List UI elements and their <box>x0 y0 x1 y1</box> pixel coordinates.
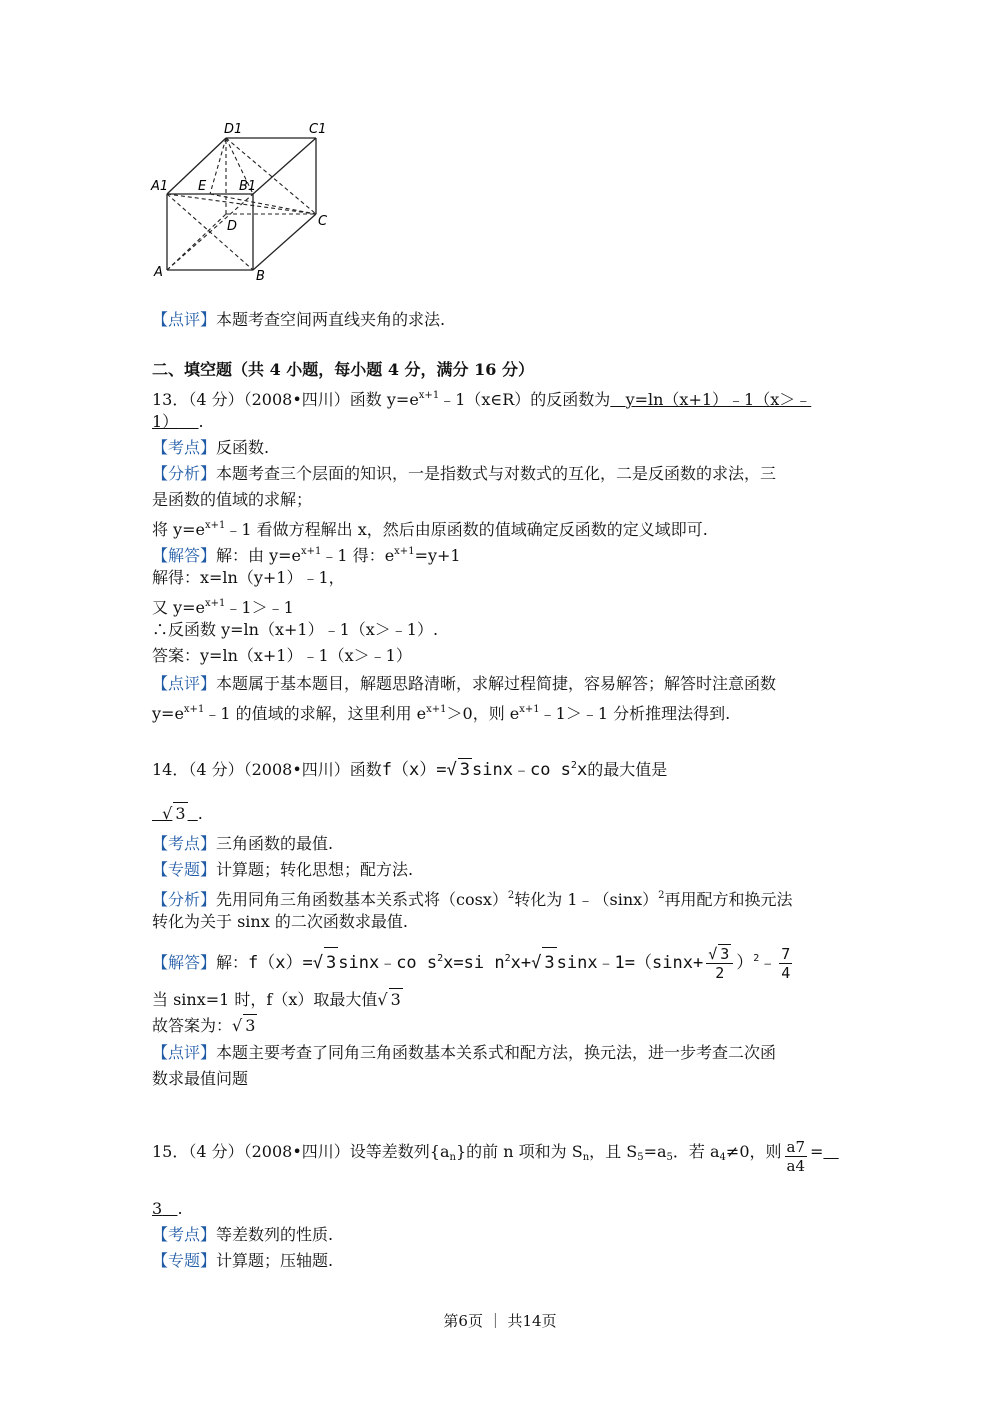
fenxi-text: 本题考查三个层面的知识，一是指数式与对数式的互化，二是反函数的求法，三 <box>216 464 777 483</box>
fenxi-text-3b: ﹣1 看做方程解出 x，然后由原函数的值域确定反函数的定义域即可. <box>225 520 708 539</box>
kaodian-text: 三角函数的最值. <box>216 834 334 853</box>
max-text: 当 sinx=1 时，f（x）取最大值 <box>152 990 378 1009</box>
kaodian-text: 反函数. <box>216 438 270 457</box>
jf2: sinx﹣co s <box>338 953 438 973</box>
dianping-tag: 【点评】 <box>152 674 217 693</box>
q15-a: 15．（4 分）（2008•四川）设等差数列{a <box>152 1142 450 1161</box>
q15-f: ≠0，则 <box>725 1142 782 1161</box>
q14-formula-c: x <box>576 760 588 780</box>
q15-answer-line <box>152 1198 183 1220</box>
label-b: B <box>256 269 265 284</box>
fenxi-text-1b: 转化为 1﹣（sinx） <box>514 890 659 909</box>
q14-fenxi <box>152 885 793 911</box>
q13-stem-line2 <box>152 411 204 433</box>
frac-den: 2 <box>715 964 725 982</box>
fenxi-text-2: 是函数的值域的求解； <box>152 490 313 509</box>
q15-end: . <box>177 1199 183 1218</box>
q13-fenxi-3 <box>152 515 708 541</box>
je3: 2 <box>753 953 760 964</box>
frac-a7-over-a4 <box>785 1138 808 1175</box>
label-a: A <box>154 265 163 280</box>
q13-fenxi <box>152 463 776 485</box>
jieda-exp: x+1 <box>301 546 322 557</box>
kaodian-tag: 【考点】 <box>152 834 217 853</box>
edge-b1-c1 <box>253 138 316 194</box>
label-a1: A1 <box>151 179 169 194</box>
q13-jieda-2 <box>152 567 345 589</box>
fenxi-tag: 【分析】 <box>152 464 217 483</box>
jieda-text-2: 解得：x=ln（y+1）﹣1， <box>152 568 345 587</box>
label-d1: D1 <box>224 122 243 137</box>
q13-dianping-2 <box>152 699 730 725</box>
q13-answer-cont <box>152 412 199 431</box>
q14-formula-sqrt: 3 <box>459 760 471 780</box>
q12-review <box>152 309 445 331</box>
zhuanti-text: 计算题；压轴题. <box>216 1251 334 1270</box>
frac-num-val: 3 <box>720 945 730 963</box>
q15-c: ，且 S <box>589 1142 638 1161</box>
q14-stem <box>152 755 667 781</box>
edge-b-c <box>253 214 316 270</box>
q15-sub5: 4 <box>719 1152 726 1163</box>
q14-dianping <box>152 1042 776 1064</box>
frac-7-over-4 <box>779 945 792 982</box>
jieda-exp-2: x+1 <box>394 546 415 557</box>
frac2-den: 4 <box>781 963 791 982</box>
q14-stem-text-2: 的最大值是 <box>587 760 668 779</box>
q14-final: 故答案为：√ 3 <box>152 1016 256 1035</box>
q13-fenxi-2 <box>152 489 312 511</box>
q15-sub2: n <box>582 1152 590 1163</box>
jieda-text-3a: 又 y=e <box>152 598 206 617</box>
q14-answer-line <box>152 802 203 825</box>
q13-jieda <box>152 541 461 567</box>
dianping-exp-2: x+1 <box>426 704 447 715</box>
jieda-text-1c: =y+1 <box>414 546 461 565</box>
dianping-text: 本题属于基本题目，解题思路清晰，求解过程简捷，容易解答；解答时注意函数 <box>216 674 777 693</box>
q13-end: . <box>198 412 204 431</box>
q13-stem <box>152 385 811 411</box>
jf3: x=si n <box>443 953 505 973</box>
q13-jieda-5 <box>152 645 412 667</box>
final-text: 故答案为： <box>152 1016 233 1035</box>
dianping-text-2b: ﹣1 的值域的求解，这里利用 e <box>204 704 427 723</box>
q13-answer-text-2: 1） <box>152 412 179 431</box>
jieda-text-4: ∴反函数 y=ln（x+1）﹣1（x＞﹣1）. <box>152 620 439 639</box>
section-heading: 二、填空题（共 4 小题，每小题 4 分，满分 16 分） <box>152 360 534 379</box>
frac-num: √ 3 <box>706 944 733 964</box>
cube-figure <box>140 110 340 290</box>
q13-jieda-3 <box>152 593 294 619</box>
q14-answer-sqrt: 3 <box>175 804 186 823</box>
jieda-tag: 【解答】 <box>152 546 217 565</box>
js1: 3 <box>324 947 338 978</box>
fenxi-exp: 2 <box>507 890 515 901</box>
q14-kaodian <box>152 833 333 855</box>
page-footer: 第6页 ｜ 共14页 <box>443 1312 557 1330</box>
q13-stem-text-2: ﹣1（x∈R）的反函数为 <box>439 390 611 409</box>
q15-d: =a <box>643 1142 667 1161</box>
zhuanti-text: 计算题；转化思想；配方法. <box>216 860 414 879</box>
q14-formula-b: sinx﹣co s <box>472 760 571 780</box>
final-sqrt: 3 <box>245 1016 256 1035</box>
kaodian-tag: 【考点】 <box>152 438 217 457</box>
fenxi-exp-2: 2 <box>658 890 665 901</box>
jf5: sinx﹣1=（sinx+ <box>556 953 704 973</box>
q14-formula: f（x）=√ 3 sinx﹣co $s^2x$ <box>381 760 588 780</box>
q14-formula-a: f（x）= <box>381 760 447 780</box>
fenxi-text-3a: 将 y=e <box>152 520 206 539</box>
jf7: ﹣ <box>759 953 777 973</box>
q15-sub3: 5 <box>637 1152 644 1163</box>
q14-jieda-formula: f（x）=√ 3 sinx﹣co $s^2x=si$ $n^2x+√$ 3 sinx﹣1=（sinx+ $\frac{√ 3}{2}$ ）$^2$﹣ $\frac{7}{4}$ <box>248 944 791 982</box>
q15-sub1: n <box>449 1152 456 1163</box>
jf6: ） <box>736 953 754 973</box>
dianping-text-2a: y=e <box>152 704 184 723</box>
frac-a4: a4 <box>786 1157 806 1175</box>
review-tag: 【点评】 <box>152 310 217 329</box>
js2: 3 <box>542 947 556 978</box>
q14-jieda <box>152 944 795 982</box>
fenxi-exp: x+1 <box>205 520 226 531</box>
q15-e: ．若 a <box>672 1142 720 1161</box>
q14-max: 当 sinx=1 时，f（x）取最大值√ 3 <box>152 990 401 1009</box>
dianping-exp: x+1 <box>183 704 205 715</box>
dianping-exp-3: x+1 <box>519 704 540 715</box>
q13-jieda-4 <box>152 619 438 641</box>
jf1: f（x）= <box>248 953 313 973</box>
label-c: C <box>318 214 328 229</box>
q14-zhuanti <box>152 859 413 881</box>
jieda-text-3b: ﹣1＞﹣1 <box>225 598 294 617</box>
q14-formula-exp: 2 <box>570 760 577 771</box>
label-e: E <box>198 179 207 194</box>
jieda-text-1b: ﹣1 得：e <box>321 546 395 565</box>
jieda-tag: 【解答】 <box>152 953 217 972</box>
q15-g: = <box>810 1142 824 1161</box>
zhuanti-tag: 【专题】 <box>152 1251 217 1270</box>
q15-stem <box>152 1138 839 1175</box>
kaodian-tag: 【考点】 <box>152 1225 217 1244</box>
q13-kaodian <box>152 437 269 459</box>
q15-blank <box>823 1142 838 1161</box>
zhuanti-tag: 【专题】 <box>152 860 217 879</box>
jieda-text-5: 答案：y=ln（x+1）﹣1（x＞﹣1） <box>152 646 412 665</box>
q13-dianping <box>152 673 776 695</box>
q15-sub4: 5 <box>666 1152 673 1163</box>
q13-answer-text: y=ln（x+1）﹣1（x＞﹣ <box>625 390 812 409</box>
q15-kaodian <box>152 1224 333 1246</box>
dianping-text: 本题主要考查了同角三角函数基本关系式和配方法，换元法，进一步考查二次函 <box>216 1043 777 1062</box>
dianping-tag: 【点评】 <box>152 1043 217 1062</box>
label-b1: B1 <box>239 179 257 194</box>
jieda-text-1a: 解：由 y=e <box>216 546 302 565</box>
kaodian-text: 等差数列的性质. <box>216 1225 334 1244</box>
q13-stem-text: 13．（4 分）（2008•四川）函数 y=e <box>152 390 419 409</box>
dianping-text-2: 数求最值问题 <box>152 1069 249 1088</box>
q15-answer <box>152 1199 177 1218</box>
q14-stem-text: 14．（4 分）（2008•四川）函数 <box>152 760 382 779</box>
q15-answer-val: 3 <box>152 1199 163 1218</box>
jf4: x+ <box>510 953 532 973</box>
edge-a-d <box>167 214 226 270</box>
je2: 2 <box>504 953 511 964</box>
label-c1: C1 <box>309 122 327 137</box>
dianping-text-2c: ＞0，则 e <box>446 704 520 723</box>
frac-sqrt3-over-2 <box>706 944 733 982</box>
frac-a7: a7 <box>786 1138 806 1156</box>
fenxi-text-2: 转化为关于 sinx 的二次函数求最值. <box>152 912 408 931</box>
max-sqrt: 3 <box>390 990 401 1009</box>
q13-answer <box>610 390 811 409</box>
fenxi-text-1a: 先用同角三角函数基本关系式将（cosx） <box>216 890 508 909</box>
je1: 2 <box>437 953 444 964</box>
edge-a1-d1 <box>167 138 226 194</box>
frac2-num: 7 <box>781 944 791 963</box>
q15-zhuanti <box>152 1250 333 1272</box>
review-text: 本题考查空间两直线夹角的求法. <box>216 310 446 329</box>
jieda-exp-3: x+1 <box>205 598 226 609</box>
q14-fenxi-2 <box>152 911 408 933</box>
fenxi-text-1c: 再用配方和换元法 <box>664 890 793 909</box>
q14-answer: √ 3 <box>152 804 186 823</box>
jieda-pre: 解： <box>216 953 249 972</box>
q13-exponent: x+1 <box>418 390 440 401</box>
q15-b: }的前 n 项和为 S <box>455 1142 583 1161</box>
fenxi-tag: 【分析】 <box>152 890 217 909</box>
q14-end: . <box>197 804 203 823</box>
dianping-text-2d: ﹣1＞﹣1 分析推理法得到. <box>539 704 731 723</box>
label-d: D <box>227 219 238 234</box>
q14-dianping-2 <box>152 1068 248 1090</box>
